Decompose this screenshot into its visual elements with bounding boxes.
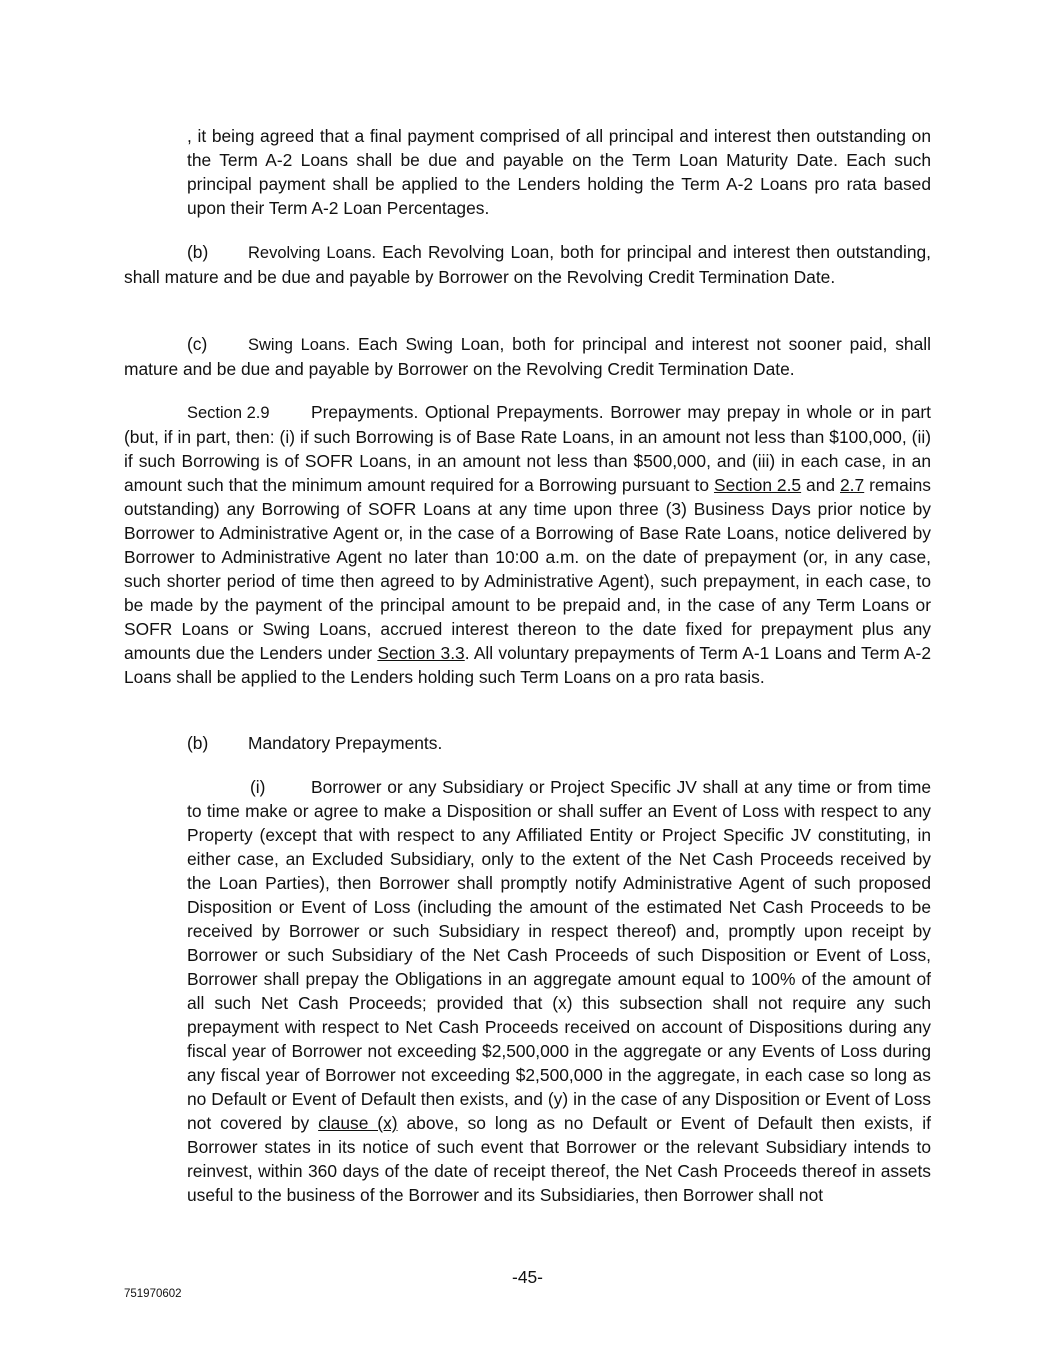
subsection-label: (c) — [187, 334, 208, 354]
subsection-label: (b) — [187, 733, 209, 753]
paragraph-text: Each Revolving Loan, both for principal and interest then outstanding, shall mature and be due and payable by Borrower on the Revolving Credit Termination Date. — [124, 242, 931, 287]
page-number: -45- — [512, 1267, 543, 1287]
clause-label: (i) — [250, 777, 266, 797]
subsection-heading: Mandatory Prepayments. — [248, 733, 443, 753]
paragraph-term-a2-final-payment — [187, 124, 931, 220]
paragraph-text: Borrower or any Subsidiary or Project Specific JV shall at any time or from time to time make or agree to make a Disposition or shall suffer an Event of Loss with respect to any Property (except that with respect to any Affiliated Entity or Project Specific JV constituting, in either case, an Excluded Subsidiary, only to the extent of the Net Cash Proceeds received by the Loan Parties), then Borrower shall promptly notify Administrative Agent of such proposed Disposition or Event of Loss (including the amount of the estimated Net Cash Proceeds to be received by Borrower or such Subsidiary in respect thereof) and, promptly upon receipt by Borrower or such Subsidiary of the Net Cash Proceeds of such Disposition or Event of Loss, Borrower shall prepay the Obligations in an aggregate amount equal to 100% of the amount of all such Net Cash Proceeds; provided that (x) this subsection shall not require any such prepayment with respect to Net Cash Proceeds received on account of Dispositions during any fiscal year of Borrower not exceeding $2,500,000 in the aggregate or any Events of Loss during any fiscal year of Borrower not exceeding $2,500,000 in the aggregate, in each case so long as no Default or Event of Default then exists, and (y) in the case of any Disposition or Event of Loss not covered by — [187, 777, 931, 1133]
paragraph-text: and — [801, 475, 841, 495]
cross-reference-link[interactable]: Section 2.5 — [713, 475, 802, 495]
cross-reference-link[interactable]: clause (x) — [318, 1113, 398, 1133]
paragraph-text: above, so long as no Default or Event of Default then exists, if Borrower states in its notice of such event that Borrower or the relevant Subsidiary intends to reinvest, within 360 days of the date of receipt thereof, the Net Cash Proceeds thereof in assets useful to the business of the Borrower and its Subsidiaries, then Borrower shall not — [187, 1113, 931, 1205]
paragraph-text: , it being agreed that a final payment comprised of all principal and interest then outstanding on the Term A-2 Loans shall be due and payable on the Term Loan Maturity Date. Each such principal payment shall be applied to the Lenders holding the Term A-2 Loans pro rata based upon their Term A-2 Loan Percentages. — [187, 126, 931, 218]
paragraph-text: Borrower may prepay in whole or in part (but, if in part, then: (i) if such Borrowing is of Base Rate Loans, in an amount not less than $100,000, (ii) if such Borrowing is of SOFR Loans, in an amount not less than $500,000, and (iii) in each case, in an amount such that the minimum amount required for a Borrowing pursuant to — [124, 402, 931, 495]
paragraph-swing-loans — [124, 332, 931, 381]
section-title: Prepayments. Optional Prepayments. — [311, 402, 604, 422]
subsection-label: (b) — [187, 242, 209, 262]
paragraph-text: . All voluntary prepayments of Term A-1 Loans and Term A-2 Loans shall be applied to the Lenders holding such Term Loans on a pro rata basis. — [124, 643, 931, 687]
cross-reference-link[interactable]: 2.7 — [840, 475, 865, 495]
section-label: Section 2.9 — [187, 404, 270, 422]
paragraph-text: remains outstanding) any Borrowing of SOFR Loans at any time upon three (3) Business Days prior notice by Borrower to Administrative Agent or, in the case of a Borrowing of Base Rate Loans, notice delivered by Borrower to Administrative Agent no later than 10:00 a.m. on the date of prepayment (or, in any case, such shorter period of time then agreed to by Administrative Agent), such prepayment, in each case, to be made by the payment of the principal amount to be prepaid and, in the case of any Term Loans or SOFR Loans or Swing Loans, accrued interest thereon to the date fixed for prepayment plus any amounts due the Lenders under — [124, 475, 931, 663]
subsection-heading: Revolving Loans. — [248, 244, 376, 262]
subsection-heading: Swing Loans. — [248, 336, 351, 354]
clause-i-dispositions — [187, 775, 931, 1207]
cross-reference-link[interactable]: Section 3.3 — [377, 643, 465, 663]
section-2-9-prepayments — [124, 400, 931, 689]
document-id: 751970602 — [124, 1288, 182, 1300]
paragraph-text: Each Swing Loan, both for principal and interest not sooner paid, shall mature and be due and payable by Borrower on the Revolving Credit Termination Date. — [124, 334, 931, 379]
paragraph-revolving-loans — [124, 240, 931, 289]
mandatory-prepayments-heading — [187, 731, 931, 755]
